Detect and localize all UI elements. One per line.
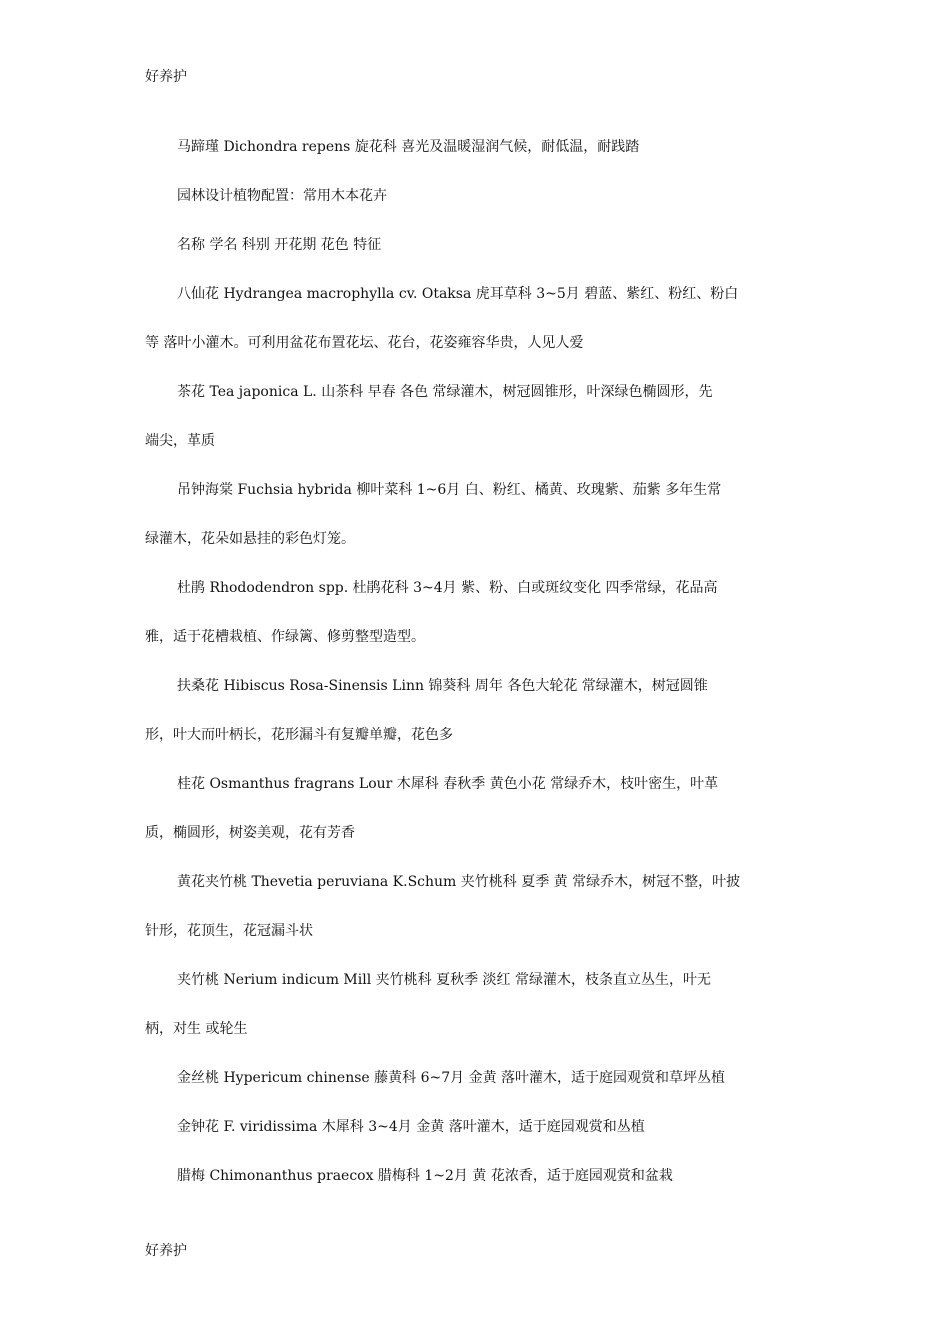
paragraph — [145, 760, 810, 858]
paragraph-line: 桂花 Osmanthus fragrans Lour 木犀科 春秋季 黄色小花 常绿乔木，枝叶密生，叶革 — [177, 776, 719, 792]
paragraph — [145, 172, 810, 221]
paragraph — [145, 221, 810, 270]
paragraph-line: 夹竹桃 Nerium indicum Mill 夹竹桃科 夏秋季 淡红 常绿灌木，枝条直立丛生，叶无 — [177, 972, 711, 988]
paragraph-line: 雅，适于花槽栽植、作绿篱、修剪整型造型。 — [145, 629, 425, 645]
paragraph-line: 端尖，革质 — [145, 433, 215, 449]
paragraph-line: 茶花 Tea japonica L. 山茶科 早春 各色 常绿灌木，树冠圆锥形，叶深绿色椭圆形，先 — [177, 384, 713, 400]
paragraph-line: 吊钟海棠 Fuchsia hybrida 柳叶菜科 1~6月 白、粉红、橘黄、玫瑰紫、茄紫 多年生常 — [177, 482, 722, 498]
paragraph-line: 形，叶大而叶柄长，花形漏斗有复瓣单瓣，花色多 — [145, 727, 453, 743]
paragraph-line: 针形，花顶生，花冠漏斗状 — [145, 923, 313, 939]
paragraph — [145, 956, 810, 1054]
paragraph-line: 柄，对生 或轮生 — [145, 1021, 248, 1037]
paragraph — [145, 466, 810, 564]
paragraph-line: 金钟花 F. viridissima 木犀科 3~4月 金黄 落叶灌木，适于庭园观赏和丛植 — [177, 1119, 645, 1135]
paragraph-line: 腊梅 Chimonanthus praecox 腊梅科 1~2月 黄 花浓香，适于庭园观赏和盆栽 — [177, 1168, 673, 1184]
paragraph-line: 金丝桃 Hypericum chinense 藤黄科 6~7月 金黄 落叶灌木，适于庭园观赏和草坪丛植 — [177, 1070, 726, 1086]
paragraph-line: 绿灌木，花朵如悬挂的彩色灯笼。 — [145, 531, 355, 547]
page-header: 好养护 — [145, 69, 187, 85]
paragraph-line: 八仙花 Hydrangea macrophylla cv. Otaksa 虎耳草科 3~5月 碧蓝、紫红、粉红、粉白 — [177, 286, 739, 302]
paragraph — [145, 123, 810, 172]
paragraph — [145, 1054, 810, 1103]
page-footer: 好养护 — [145, 1243, 187, 1259]
paragraph — [145, 1103, 810, 1152]
paragraph-line: 杜鹃 Rhododendron spp. 杜鹃花科 3~4月 紫、粉、白或斑纹变化 四季常绿，花品高 — [177, 580, 718, 596]
paragraph-line: 黄花夹竹桃 Thevetia peruviana K.Schum 夹竹桃科 夏季 黄 常绿乔木，树冠不整，叶披 — [177, 874, 741, 890]
document-body — [145, 123, 810, 1201]
paragraph-line: 马蹄瑾 Dichondra repens 旋花科 喜光及温暖湿润气候，耐低温，耐践踏 — [177, 139, 640, 155]
paragraph-line: 扶桑花 Hibiscus Rosa-Sinensis Linn 锦葵科 周年 各色大轮花 常绿灌木，树冠圆锥 — [177, 678, 708, 694]
paragraph — [145, 1152, 810, 1201]
paragraph — [145, 564, 810, 662]
paragraph — [145, 368, 810, 466]
paragraph — [145, 858, 810, 956]
paragraph-line: 质，椭圆形，树姿美观，花有芳香 — [145, 825, 355, 841]
paragraph-line: 名称 学名 科别 开花期 花色 特征 — [177, 237, 382, 253]
paragraph — [145, 662, 810, 760]
paragraph-line: 园林设计植物配置：常用木本花卉 — [177, 188, 387, 204]
paragraph-line: 等 落叶小灌木。可利用盆花布置花坛、花台，花姿雍容华贵，人见人爱 — [145, 335, 584, 351]
paragraph — [145, 270, 810, 368]
